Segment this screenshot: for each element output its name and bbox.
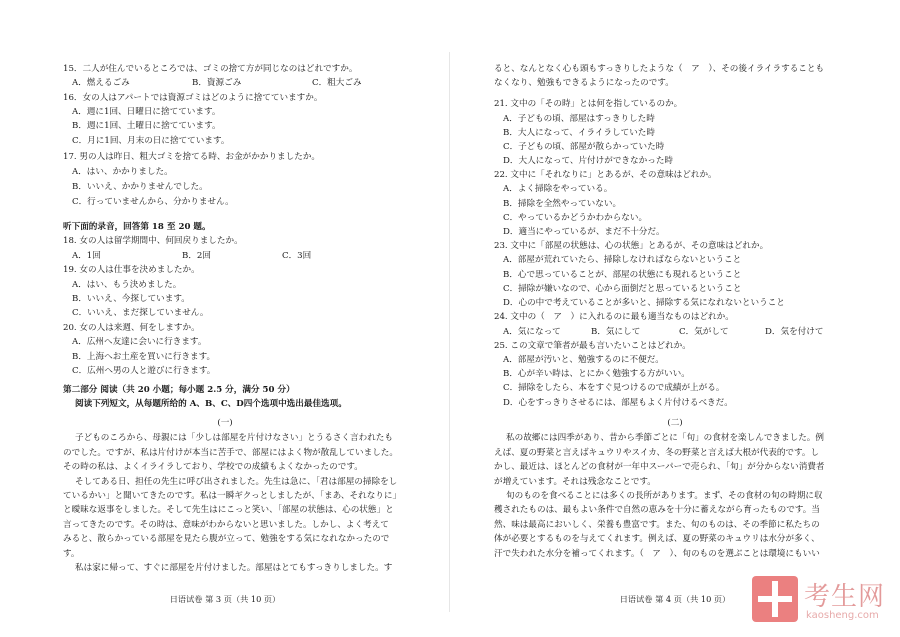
passage2-line: 汗で失われた水分を補ってくれます。（ ア ）、旬のものを選ぶことは環境にもいい (494, 549, 820, 559)
q24-option-a: A．気になって (503, 327, 561, 337)
passage2-line: えば、夏の野菜と言えばキュウリやスイカ、冬の野菜と言えば大根が代表的です。し (494, 448, 820, 458)
q19-option-b: B．いいえ、今探しています。 (72, 294, 190, 304)
q24-option-d: D．気を付けて (765, 327, 824, 337)
q20-option-a: A．広州へ友達に会いに行きます。 (72, 337, 207, 347)
exam-page-4 (450, 0, 900, 637)
q18-option-a: A．1回 (72, 251, 101, 261)
passage2-line: が増えています。それは残念なことです。 (494, 477, 656, 487)
q23-stem: 23. 文中に「部屋の状態は、心の状態」とあるが、その意味はどれか。 (494, 241, 769, 251)
passage2-line: 旬のものを食べることには多くの長所があります。まず、その食材の旬の時期に収 (506, 491, 823, 501)
q25-option-a: A．部屋が汚いと、勉強するのに不便だ。 (503, 355, 664, 365)
q16-stem: 16．女の人はアパートでは資源ゴミはどのように捨てていますか。 (63, 93, 323, 103)
watermark-name: 考生网 (804, 582, 886, 612)
passage1-line: その時の私は、よくイライラしており、学校での成績もよくなかったのです。 (63, 462, 363, 472)
q22-stem: 22. 文中に「それなりに」とあるが、その意味はどれか。 (494, 170, 717, 180)
q25-option-b: B．心が辛い時は、とにかく勉強する方がいい。 (503, 369, 690, 379)
q23-option-b: B．心で思っていることが、部屋の状態にも現れるということ (503, 270, 742, 280)
passage2-line: 私の故郷には四季があり、昔から季節ごとに「旬」の食材を楽しんできました。例 (506, 433, 824, 443)
q22-option-b: B．掃除を全然やっていない。 (503, 199, 622, 209)
q18-stem: 18. 女の人は留学期間中、何回戻りましたか。 (63, 236, 243, 246)
q18-option-b: B．2回 (182, 251, 211, 261)
passage1-line: ているかい」と聞いてきたのです。私は一瞬ギクっとしましたが、「まあ、それなりに」 (63, 491, 402, 501)
q15-option-b: B．資源ごみ (192, 78, 242, 88)
q21-option-d: D．大人になって、片付けができなかった時 (503, 156, 674, 166)
passage2-line: 体が必要とするものを与えてくれます。例えば、夏の野菜のキュウリは水分が多く、 (494, 534, 820, 544)
passage2-line: 然、味は最高においしく、栄養も豊富です。また、旬のものは、その季節に私たちの (494, 520, 820, 530)
q25-stem: 25. この文章で筆者が最も言いたいことはどれか。 (494, 341, 691, 351)
q18-option-c: C．3回 (282, 251, 312, 261)
q20-option-b: B．上海へお土産を買いに行きます。 (72, 352, 216, 362)
q23-option-c: C．掃除が嫌いなので、心から面倒だと思っているということ (503, 284, 742, 294)
q15-stem: 15．二人が住んでいるところでは、ゴミの捨て方が同じなのはどれですか。 (63, 64, 358, 74)
passage1-line: みると、散らかっている部屋を見たら腹が立って、勉強をする気になれなかったので (63, 534, 390, 544)
passage1-line: す。 (63, 549, 80, 559)
passage1-label: (一) (217, 418, 233, 428)
q19-option-a: A．はい、もう決めました。 (72, 280, 182, 290)
passage1-line: 私は家に帰って、すぐに部屋を片付けました。部屋はとてもすっきりしました。す (75, 563, 393, 573)
q19-option-c: C．いいえ、まだ探していません。 (72, 308, 209, 318)
q21-option-a: A．子どもの頃、部屋はすっきりした時 (503, 114, 655, 124)
q17-option-a: A．はい、かかりました。 (72, 167, 173, 177)
q15-option-c: C．粗大ごみ (312, 78, 362, 88)
passage1-line: 子どものころから、母親には「少しは部屋を片付けなさい」とうるさく言われたも (75, 433, 393, 443)
q19-stem: 19. 女の人は仕事を決めましたか。 (63, 265, 200, 275)
q25-option-d: D．心をすっきりさせるには、部屋もよく片付けるべきだ。 (503, 398, 733, 408)
q22-option-d: D．適当にやっているが、まだ不十分だ。 (503, 227, 665, 237)
q21-option-c: C．子どもの頃、部屋が散らかっていた時 (503, 142, 665, 152)
q16-option-b: B．週に1回、土曜日に捨てています。 (72, 121, 221, 131)
passage1-line: のでした。ですが、私は片付けが本当に苦手で、部屋にはよく物が散乱していました。 (63, 448, 398, 458)
q18-options (72, 251, 432, 262)
watermark (752, 572, 892, 632)
passage1-line: そしてある日、担任の先生に呼び出されました。先生は急に、「君は部屋の掃除をし (75, 477, 398, 487)
q24-option-b: B．気にして (591, 327, 641, 337)
passage2-line: 穫されたものは、最もよい条件で自然の恵みを十分に蓄えながら育ったものです。当 (494, 505, 820, 515)
passage1-continuation: ると、なんとなく心も頭もすっきりしたような（ ア ）、その後イライラすることも (494, 64, 825, 74)
q20-stem: 20. 女の人は来週、何をしますか。 (63, 323, 200, 333)
q15-option-a: A．燃えるごみ (72, 78, 130, 88)
watermark-url: kaosheng.com (806, 610, 879, 621)
passage1-line: 言ってきたのです。その時は、意味がわからないと思いました。しかし、よく考えて (63, 520, 389, 530)
q23-option-a: A．部屋が荒れていたら、掃除しなければならないということ (503, 255, 742, 265)
page-footer: 日语试卷 第 4 页（共 10 页） (619, 594, 731, 604)
q17-option-c: C．行っていませんから、分かりません。 (72, 197, 234, 207)
part2-title: 第二部分 阅读（共 20 小题；每小题 2.5 分，满分 50 分） (63, 385, 295, 395)
passage2-line: かし、最近は、ほとんどの食材が一年中スーパーで売られ、「旬」が分からない消費者 (494, 462, 825, 472)
q25-option-c: C．掃除をしたら、本をすぐ見つけるので成績が上がる。 (503, 383, 725, 393)
q24-stem: 24. 文中の（ ア ）に入れるのに最も適当なものはどれか。 (494, 312, 734, 322)
q23-option-d: D．心の中で考えていることが多いと、掃除する気になれないということ (503, 298, 785, 308)
q16-option-c: C．月に1回、月末の日に捨てています。 (72, 136, 230, 146)
passage1-line: と曖昧な返事をしました。そして先生はにこっと笑い、「部屋の状態は、心の状態」と (63, 505, 394, 515)
q22-option-c: C．やっているかどうかわからない。 (503, 213, 648, 223)
q16-option-a: A．週に1回、日曜日に捨てています。 (72, 107, 221, 117)
section-instruction: 听下面的录音，回答第 18 至 20 题。 (63, 222, 211, 232)
q21-option-b: B．大人になって、イライラしていた時 (503, 128, 655, 138)
q20-option-c: C．広州へ男の人と遊びに行きます。 (72, 366, 216, 376)
q24-option-c: C．気がして (679, 327, 729, 337)
q17-option-b: B．いいえ、かかりませんでした。 (72, 182, 208, 192)
passage1-continuation: なくなり、勉強もできるようになったのです。 (494, 78, 674, 88)
q17-stem: 17. 男の人は昨日、粗大ゴミを捨てる時、お金がかかりましたか。 (63, 152, 321, 162)
q15-options (72, 78, 432, 89)
q22-option-a: A．よく掃除をやっている。 (503, 184, 613, 194)
page-footer: 日语试卷 第 3 页（共 10 页） (169, 594, 281, 604)
watermark-logo-icon (752, 576, 798, 622)
part2-instruction: 阅读下列短文，从每题所给的 A、B、C、D四个选项中选出最佳选项。 (75, 399, 347, 409)
q24-options (503, 327, 863, 338)
q21-stem: 21. 文中の「その時」とは何を指しているのか。 (494, 99, 683, 109)
passage2-label: (二) (667, 418, 683, 428)
